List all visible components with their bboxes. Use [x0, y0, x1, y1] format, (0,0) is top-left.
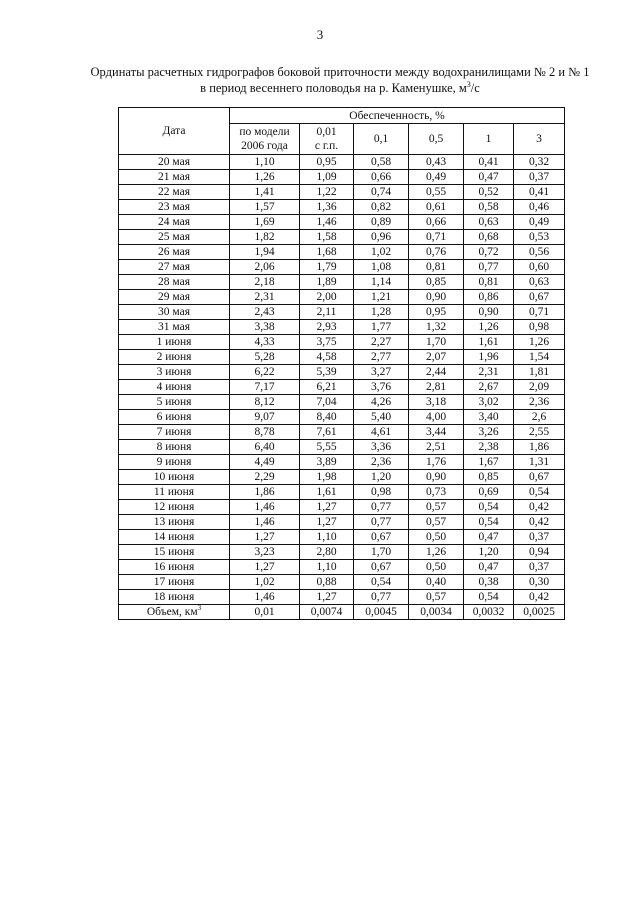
- table-row: [119, 245, 565, 260]
- value-cell: 0,57: [409, 590, 464, 605]
- value-cell: 0,98: [354, 485, 409, 500]
- value-cell: 0,90: [409, 470, 464, 485]
- table-row: [119, 215, 565, 230]
- value-cell: 5,55: [300, 440, 354, 455]
- value-cell: 0,54: [354, 575, 409, 590]
- value-cell: 0,68: [464, 230, 514, 245]
- title-unit-superscript: 3: [466, 79, 471, 89]
- volume-row-label: [119, 605, 230, 620]
- value-cell: 4,26: [354, 395, 409, 410]
- value-cell: 0,54: [514, 485, 565, 500]
- value-cell: 1,21: [354, 290, 409, 305]
- page-number: 3: [316, 27, 324, 42]
- date-cell: 14 июня: [119, 530, 230, 545]
- value-cell: 1,27: [300, 590, 354, 605]
- date-column-header: Дата: [119, 108, 230, 155]
- value-cell: 1,86: [514, 440, 565, 455]
- value-cell: 2,55: [514, 425, 565, 440]
- value-cell: 0,77: [354, 515, 409, 530]
- value-cell: 5,40: [354, 410, 409, 425]
- probability-column-header: [409, 124, 464, 155]
- value-cell: 1,67: [464, 455, 514, 470]
- value-cell: 6,40: [230, 440, 300, 455]
- value-cell: 1,46: [230, 500, 300, 515]
- value-cell: 0,40: [409, 575, 464, 590]
- value-cell: 3,38: [230, 320, 300, 335]
- value-cell: 2,6: [514, 410, 565, 425]
- date-cell: 12 июня: [119, 500, 230, 515]
- value-cell: 0,90: [464, 305, 514, 320]
- value-cell: 1,02: [354, 245, 409, 260]
- column-header-line-2: 2006 года: [241, 140, 288, 152]
- value-cell: 1,26: [464, 320, 514, 335]
- date-cell: 20 мая: [119, 155, 230, 170]
- value-cell: 3,23: [230, 545, 300, 560]
- value-cell: 0,71: [409, 230, 464, 245]
- value-cell: 1,46: [230, 590, 300, 605]
- value-cell: 0,71: [514, 305, 565, 320]
- volume-value-cell: 0,0034: [409, 605, 464, 620]
- table-row: [119, 500, 565, 515]
- value-cell: 0,38: [464, 575, 514, 590]
- value-cell: 1,68: [300, 245, 354, 260]
- date-cell: 30 мая: [119, 305, 230, 320]
- value-cell: 1,26: [409, 545, 464, 560]
- value-cell: 0,90: [409, 290, 464, 305]
- value-cell: 0,37: [514, 530, 565, 545]
- hydrograph-table: [118, 107, 565, 620]
- value-cell: 0,95: [409, 305, 464, 320]
- date-cell: 26 мая: [119, 245, 230, 260]
- date-cell: 6 июня: [119, 410, 230, 425]
- table-row: [119, 350, 565, 365]
- value-cell: 1,86: [230, 485, 300, 500]
- value-cell: 3,89: [300, 455, 354, 470]
- value-cell: 4,61: [354, 425, 409, 440]
- date-cell: 21 мая: [119, 170, 230, 185]
- value-cell: 1,96: [464, 350, 514, 365]
- value-cell: 0,49: [514, 215, 565, 230]
- value-cell: 0,61: [409, 200, 464, 215]
- column-header-text: [429, 132, 443, 146]
- column-header-text: [374, 132, 388, 146]
- column-header-line-1: 0,01: [316, 126, 337, 138]
- value-cell: 2,06: [230, 260, 300, 275]
- table-header: [119, 108, 565, 155]
- value-cell: 1,09: [300, 170, 354, 185]
- value-cell: 0,81: [464, 275, 514, 290]
- column-header-line-2: с г.п.: [314, 140, 339, 152]
- value-cell: 0,50: [409, 530, 464, 545]
- column-header-line-1: 3: [536, 133, 542, 145]
- value-cell: 0,72: [464, 245, 514, 260]
- value-cell: 1,14: [354, 275, 409, 290]
- date-cell: 5 июня: [119, 395, 230, 410]
- value-cell: 0,54: [464, 590, 514, 605]
- title-line-1: Ординаты расчетных гидрографов боковой приточности между водохранилищами № 2 и № 1: [90, 65, 590, 79]
- value-cell: 7,17: [230, 380, 300, 395]
- table-row: [119, 155, 565, 170]
- value-cell: 1,22: [300, 185, 354, 200]
- value-cell: 3,40: [464, 410, 514, 425]
- column-header-text: [536, 132, 542, 146]
- value-cell: 0,54: [464, 500, 514, 515]
- table-row: [119, 575, 565, 590]
- table-body: [119, 155, 565, 605]
- value-cell: 0,63: [464, 215, 514, 230]
- value-cell: 1,10: [300, 530, 354, 545]
- value-cell: 1,27: [230, 530, 300, 545]
- value-cell: 0,69: [464, 485, 514, 500]
- value-cell: 1,98: [300, 470, 354, 485]
- table-row: [119, 560, 565, 575]
- header-row-group: [119, 108, 565, 124]
- table-row: [119, 440, 565, 455]
- value-cell: 3,26: [464, 425, 514, 440]
- date-cell: 28 мая: [119, 275, 230, 290]
- value-cell: 4,58: [300, 350, 354, 365]
- table-row: [119, 290, 565, 305]
- value-cell: 2,43: [230, 305, 300, 320]
- date-cell: 15 июня: [119, 545, 230, 560]
- table-row: [119, 590, 565, 605]
- column-header-text: [315, 125, 338, 153]
- probability-column-header: [230, 124, 300, 155]
- value-cell: 0,32: [514, 155, 565, 170]
- value-cell: 0,96: [354, 230, 409, 245]
- table-row: [119, 260, 565, 275]
- value-cell: 1,82: [230, 230, 300, 245]
- value-cell: 0,66: [409, 215, 464, 230]
- table-row: [119, 230, 565, 245]
- value-cell: 0,41: [464, 155, 514, 170]
- value-cell: 7,04: [300, 395, 354, 410]
- table-row: [119, 515, 565, 530]
- document-title: [40, 64, 640, 96]
- column-header-line-1: по модели: [239, 126, 290, 138]
- value-cell: 7,61: [300, 425, 354, 440]
- value-cell: 6,22: [230, 365, 300, 380]
- value-cell: 2,31: [230, 290, 300, 305]
- date-cell: 7 июня: [119, 425, 230, 440]
- table-row: [119, 410, 565, 425]
- date-cell: 25 мая: [119, 230, 230, 245]
- value-cell: 1,77: [354, 320, 409, 335]
- value-cell: 1,26: [230, 170, 300, 185]
- value-cell: 2,77: [354, 350, 409, 365]
- value-cell: 2,80: [300, 545, 354, 560]
- table-row: [119, 320, 565, 335]
- probability-column-header: [464, 124, 514, 155]
- value-cell: 0,53: [514, 230, 565, 245]
- value-cell: 1,10: [300, 560, 354, 575]
- value-cell: 0,47: [464, 530, 514, 545]
- value-cell: 2,36: [514, 395, 565, 410]
- value-cell: 2,31: [464, 365, 514, 380]
- value-cell: 1,58: [300, 230, 354, 245]
- title-unit-suffix: /с: [470, 81, 480, 95]
- probability-column-header: [354, 124, 409, 155]
- value-cell: 1,27: [300, 515, 354, 530]
- date-cell: 11 июня: [119, 485, 230, 500]
- column-header-line-1: 0,1: [373, 133, 389, 145]
- table-row: [119, 545, 565, 560]
- value-cell: 4,33: [230, 335, 300, 350]
- value-cell: 0,42: [514, 515, 565, 530]
- table-row: [119, 380, 565, 395]
- value-cell: 0,57: [409, 500, 464, 515]
- value-cell: 2,81: [409, 380, 464, 395]
- table-row: [119, 170, 565, 185]
- date-cell: 4 июня: [119, 380, 230, 395]
- value-cell: 2,00: [300, 290, 354, 305]
- date-cell: 9 июня: [119, 455, 230, 470]
- value-cell: 0,98: [514, 320, 565, 335]
- value-cell: 3,44: [409, 425, 464, 440]
- value-cell: 0,89: [354, 215, 409, 230]
- table-row: [119, 485, 565, 500]
- table-row: [119, 185, 565, 200]
- value-cell: 0,60: [514, 260, 565, 275]
- table-row: [119, 335, 565, 350]
- value-cell: 0,30: [514, 575, 565, 590]
- value-cell: 0,77: [464, 260, 514, 275]
- value-cell: 0,52: [464, 185, 514, 200]
- date-cell: 31 мая: [119, 320, 230, 335]
- value-cell: 0,67: [514, 290, 565, 305]
- value-cell: 1,61: [464, 335, 514, 350]
- table-row: [119, 455, 565, 470]
- value-cell: 1,27: [230, 560, 300, 575]
- value-cell: 1,61: [300, 485, 354, 500]
- table-row: [119, 530, 565, 545]
- value-cell: 0,42: [514, 590, 565, 605]
- date-cell: 13 июня: [119, 515, 230, 530]
- value-cell: 1,94: [230, 245, 300, 260]
- date-cell: 22 мая: [119, 185, 230, 200]
- table-row: [119, 365, 565, 380]
- value-cell: 1,08: [354, 260, 409, 275]
- value-cell: 6,21: [300, 380, 354, 395]
- value-cell: 8,78: [230, 425, 300, 440]
- value-cell: 1,70: [409, 335, 464, 350]
- value-cell: 1,36: [300, 200, 354, 215]
- value-cell: 4,00: [409, 410, 464, 425]
- value-cell: 0,58: [464, 200, 514, 215]
- date-cell: 16 июня: [119, 560, 230, 575]
- value-cell: 0,37: [514, 170, 565, 185]
- value-cell: 1,27: [300, 500, 354, 515]
- value-cell: 1,28: [354, 305, 409, 320]
- table-row: [119, 200, 565, 215]
- date-cell: 1 июня: [119, 335, 230, 350]
- value-cell: 9,07: [230, 410, 300, 425]
- value-cell: 1,41: [230, 185, 300, 200]
- value-cell: 0,88: [300, 575, 354, 590]
- value-cell: 0,63: [514, 275, 565, 290]
- value-cell: 1,46: [230, 515, 300, 530]
- value-cell: 1,76: [409, 455, 464, 470]
- value-cell: 0,67: [354, 530, 409, 545]
- value-cell: 0,43: [409, 155, 464, 170]
- volume-unit-superscript: 3: [197, 604, 202, 613]
- value-cell: 0,66: [354, 170, 409, 185]
- column-header-line-1: 0,5: [428, 133, 444, 145]
- value-cell: 0,57: [409, 515, 464, 530]
- value-cell: 1,20: [354, 470, 409, 485]
- value-cell: 0,77: [354, 500, 409, 515]
- value-cell: 1,20: [464, 545, 514, 560]
- value-cell: 8,12: [230, 395, 300, 410]
- value-cell: 3,36: [354, 440, 409, 455]
- value-cell: 0,74: [354, 185, 409, 200]
- value-cell: 0,47: [464, 560, 514, 575]
- value-cell: 0,95: [300, 155, 354, 170]
- column-header-text: [239, 125, 289, 153]
- value-cell: 1,31: [514, 455, 565, 470]
- value-cell: 0,86: [464, 290, 514, 305]
- title-line-2: [40, 80, 640, 96]
- probability-column-header: [514, 124, 565, 155]
- table-footer: [119, 605, 565, 620]
- value-cell: 0,50: [409, 560, 464, 575]
- date-cell: 23 мая: [119, 200, 230, 215]
- value-cell: 0,73: [409, 485, 464, 500]
- volume-row: [119, 605, 565, 620]
- value-cell: 0,47: [464, 170, 514, 185]
- value-cell: 2,93: [300, 320, 354, 335]
- value-cell: 1,89: [300, 275, 354, 290]
- title-line-2-text: в период весеннего половодья на р. Каменушке, м: [200, 81, 467, 95]
- value-cell: 5,39: [300, 365, 354, 380]
- value-cell: 2,44: [409, 365, 464, 380]
- value-cell: 1,79: [300, 260, 354, 275]
- value-cell: 3,76: [354, 380, 409, 395]
- value-cell: 0,81: [409, 260, 464, 275]
- value-cell: 0,49: [409, 170, 464, 185]
- value-cell: 2,29: [230, 470, 300, 485]
- table-row: [119, 275, 565, 290]
- volume-label-text: Объем, км: [146, 606, 198, 618]
- date-cell: 24 мая: [119, 215, 230, 230]
- value-cell: 1,81: [514, 365, 565, 380]
- date-cell: 18 июня: [119, 590, 230, 605]
- value-cell: 0,58: [354, 155, 409, 170]
- value-cell: 4,49: [230, 455, 300, 470]
- date-cell: 10 июня: [119, 470, 230, 485]
- date-cell: 27 мая: [119, 260, 230, 275]
- volume-value-cell: 0,0025: [514, 605, 565, 620]
- value-cell: 0,54: [464, 515, 514, 530]
- value-cell: 0,56: [514, 245, 565, 260]
- probability-column-header: [300, 124, 354, 155]
- value-cell: 0,42: [514, 500, 565, 515]
- value-cell: 2,36: [354, 455, 409, 470]
- value-cell: 0,82: [354, 200, 409, 215]
- value-cell: 2,27: [354, 335, 409, 350]
- column-header-text: [486, 132, 492, 146]
- date-cell: 8 июня: [119, 440, 230, 455]
- value-cell: 1,32: [409, 320, 464, 335]
- value-cell: 0,85: [464, 470, 514, 485]
- value-cell: 1,70: [354, 545, 409, 560]
- value-cell: 2,67: [464, 380, 514, 395]
- value-cell: 1,46: [300, 215, 354, 230]
- value-cell: 3,75: [300, 335, 354, 350]
- volume-value-cell: 0,0045: [354, 605, 409, 620]
- value-cell: 0,67: [514, 470, 565, 485]
- value-cell: 1,02: [230, 575, 300, 590]
- value-cell: 1,26: [514, 335, 565, 350]
- value-cell: 2,38: [464, 440, 514, 455]
- value-cell: 1,69: [230, 215, 300, 230]
- value-cell: 0,77: [354, 590, 409, 605]
- value-cell: 2,11: [300, 305, 354, 320]
- value-cell: 2,18: [230, 275, 300, 290]
- value-cell: 1,10: [230, 155, 300, 170]
- value-cell: 0,37: [514, 560, 565, 575]
- table-row: [119, 395, 565, 410]
- value-cell: 2,09: [514, 380, 565, 395]
- value-cell: 0,94: [514, 545, 565, 560]
- volume-value-cell: 0,0032: [464, 605, 514, 620]
- volume-value-cell: 0,0074: [300, 605, 354, 620]
- value-cell: 0,85: [409, 275, 464, 290]
- table-row: [119, 305, 565, 320]
- value-cell: 3,02: [464, 395, 514, 410]
- date-cell: 17 июня: [119, 575, 230, 590]
- value-cell: 2,51: [409, 440, 464, 455]
- value-cell: 8,40: [300, 410, 354, 425]
- value-cell: 0,55: [409, 185, 464, 200]
- value-cell: 3,18: [409, 395, 464, 410]
- table-row: [119, 425, 565, 440]
- value-cell: 2,07: [409, 350, 464, 365]
- value-cell: 5,28: [230, 350, 300, 365]
- date-cell: 2 июня: [119, 350, 230, 365]
- value-cell: 1,57: [230, 200, 300, 215]
- value-cell: 1,54: [514, 350, 565, 365]
- value-cell: 0,76: [409, 245, 464, 260]
- table-row: [119, 470, 565, 485]
- value-cell: 0,46: [514, 200, 565, 215]
- column-header-line-1: 1: [485, 133, 492, 145]
- date-cell: 3 июня: [119, 365, 230, 380]
- value-cell: 0,41: [514, 185, 565, 200]
- date-cell: 29 мая: [119, 290, 230, 305]
- value-cell: 3,27: [354, 365, 409, 380]
- value-cell: 0,67: [354, 560, 409, 575]
- volume-value-cell: 0,01: [230, 605, 300, 620]
- probability-group-header: Обеспеченность, %: [230, 108, 565, 124]
